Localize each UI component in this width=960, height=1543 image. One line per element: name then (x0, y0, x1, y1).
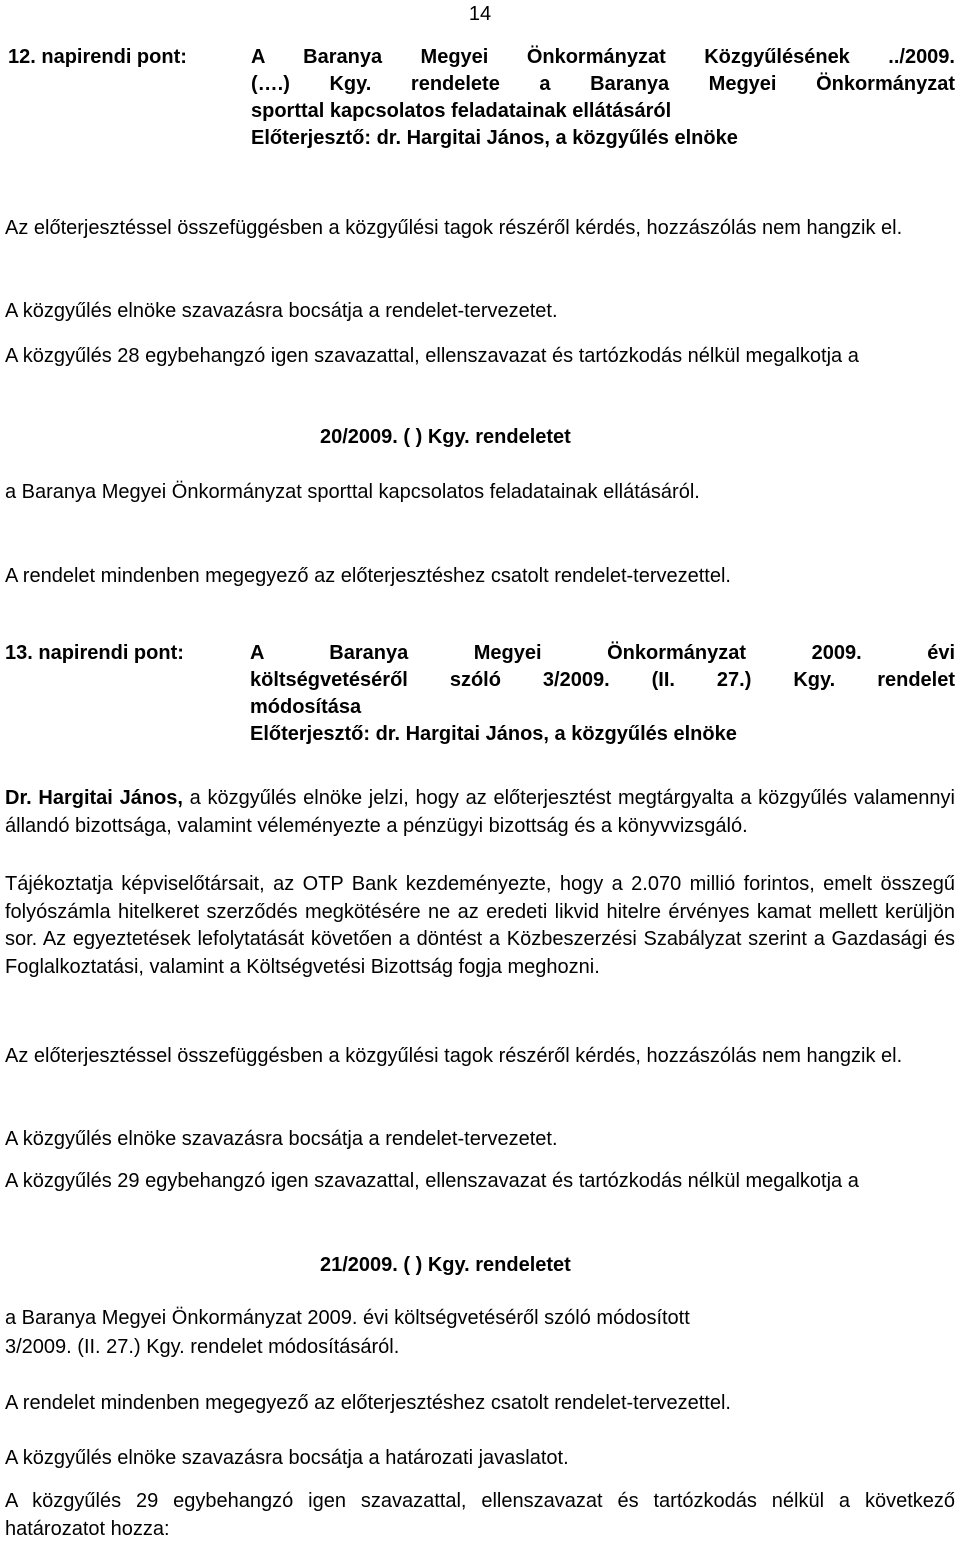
item-12-vote-call: A közgyűlés elnöke szavazásra bocsátja a rendelet-tervezetet. (5, 300, 558, 322)
agenda-item-13-title-line: költségvetéséről szóló 3/2009. (II. 27.) Kgy. rendelet (250, 669, 955, 691)
item-13-decree-note: A rendelet mindenben megegyező az előterjesztéshez csatolt rendelet-tervezettel. (5, 1392, 731, 1414)
item-13-speech-1 (5, 785, 955, 840)
page-number: 14 (468, 3, 492, 25)
item-12-decree-subject-text: a Baranya Megyei Önkormányzat sporttal kapcsolatos feladatainak ellátásáról. (5, 481, 700, 503)
agenda-item-13-title-line: A Baranya Megyei Önkormányzat 2009. évi (250, 642, 955, 664)
agenda-item-12-number: 12. napirendi pont: (8, 46, 187, 68)
item-13-speech-1-text: a közgyűlés elnöke jelzi, hogy az előterjesztést megtárgyalta a közgyűlés valamennyi állandó bizottsága, valamint véleményezte a pénzügyi bizottság és a könyvvizsgáló. (5, 787, 955, 837)
item-13-vote-result (5, 1168, 955, 1196)
item-12-no-questions (5, 215, 955, 243)
agenda-item-12-presenter: Előterjesztő: dr. Hargitai János, a közgyűlés elnöke (251, 127, 738, 149)
item-12-decree-note: A rendelet mindenben megegyező az előterjesztéshez csatolt rendelet-tervezettel. (5, 565, 731, 587)
item-12-vote-result (5, 343, 955, 371)
agenda-item-12-title-line: A Baranya Megyei Önkormányzat Közgyűlésének ../2009. (251, 46, 955, 68)
item-13-vote-result-text: A közgyűlés 29 egybehangzó igen szavazattal, ellenszavazat és tartózkodás nélkül megalkotja a (5, 1170, 859, 1192)
item-13-decree-subject-2: 3/2009. (II. 27.) Kgy. rendelet módosításáról. (5, 1336, 400, 1358)
item-13-speech-2 (5, 871, 955, 981)
agenda-item-13-presenter: Előterjesztő: dr. Hargitai János, a közgyűlés elnöke (250, 723, 737, 745)
item-13-speaker: Dr. Hargitai János, (5, 787, 183, 809)
agenda-item-13-number: 13. napirendi pont: (5, 642, 184, 664)
item-13-decree-subject-1: a Baranya Megyei Önkormányzat 2009. évi költségvetéséről szóló módosított (5, 1307, 690, 1329)
item-12-no-questions-text: Az előterjesztéssel összefüggésben a közgyűlési tagok részéről kérdés, hozzászólás nem hangzik el. (5, 217, 903, 239)
item-13-vote-call: A közgyűlés elnöke szavazásra bocsátja a rendelet-tervezetet. (5, 1128, 558, 1150)
agenda-item-12-title (251, 44, 955, 152)
item-12-decree-title: 20/2009. ( ) Kgy. rendeletet (320, 426, 571, 448)
item-13-no-questions (5, 1043, 955, 1071)
item-13-resolution-result (5, 1488, 955, 1543)
agenda-item-13-title (250, 640, 955, 748)
item-13-speech-2-text: Tájékoztatja képviselőtársait, az OTP Bank kezdeményezte, hogy a 2.070 millió forintos, emelt összegű folyószámla hitelkeret szerződés megkötésére ne az eredeti likvid hitelre érvényes kamat mellett kerüljön sor. Az egyeztetések lefolytatását követően a döntést a Közbeszerzési Szabályzat szerint a Gazdasági és Foglalkoztatási, valamint a Költségvetési Bizottság fogja meghozni. (5, 873, 955, 978)
item-13-decree-title: 21/2009. ( ) Kgy. rendeletet (320, 1254, 571, 1276)
item-13-resolution-call: A közgyűlés elnöke szavazásra bocsátja a határozati javaslatot. (5, 1447, 569, 1469)
item-13-no-questions-text: Az előterjesztéssel összefüggésben a közgyűlési tagok részéről kérdés, hozzászólás nem hangzik el. (5, 1045, 903, 1067)
item-13-resolution-result-text: A közgyűlés 29 egybehangzó igen szavazattal, ellenszavazat és tartózkodás nélkül a következő határozatot hozza: (5, 1490, 955, 1540)
agenda-item-12-title-line: (….) Kgy. rendelete a Baranya Megyei Önkormányzat (251, 73, 955, 95)
agenda-item-12-title-line: sporttal kapcsolatos feladatainak ellátásáról (251, 100, 672, 122)
item-12-decree-subject (5, 479, 877, 507)
item-12-vote-result-text: A közgyűlés 28 egybehangzó igen szavazattal, ellenszavazat és tartózkodás nélkül megalkotja a (5, 345, 859, 367)
agenda-item-13-title-line: módosítása (250, 696, 362, 718)
